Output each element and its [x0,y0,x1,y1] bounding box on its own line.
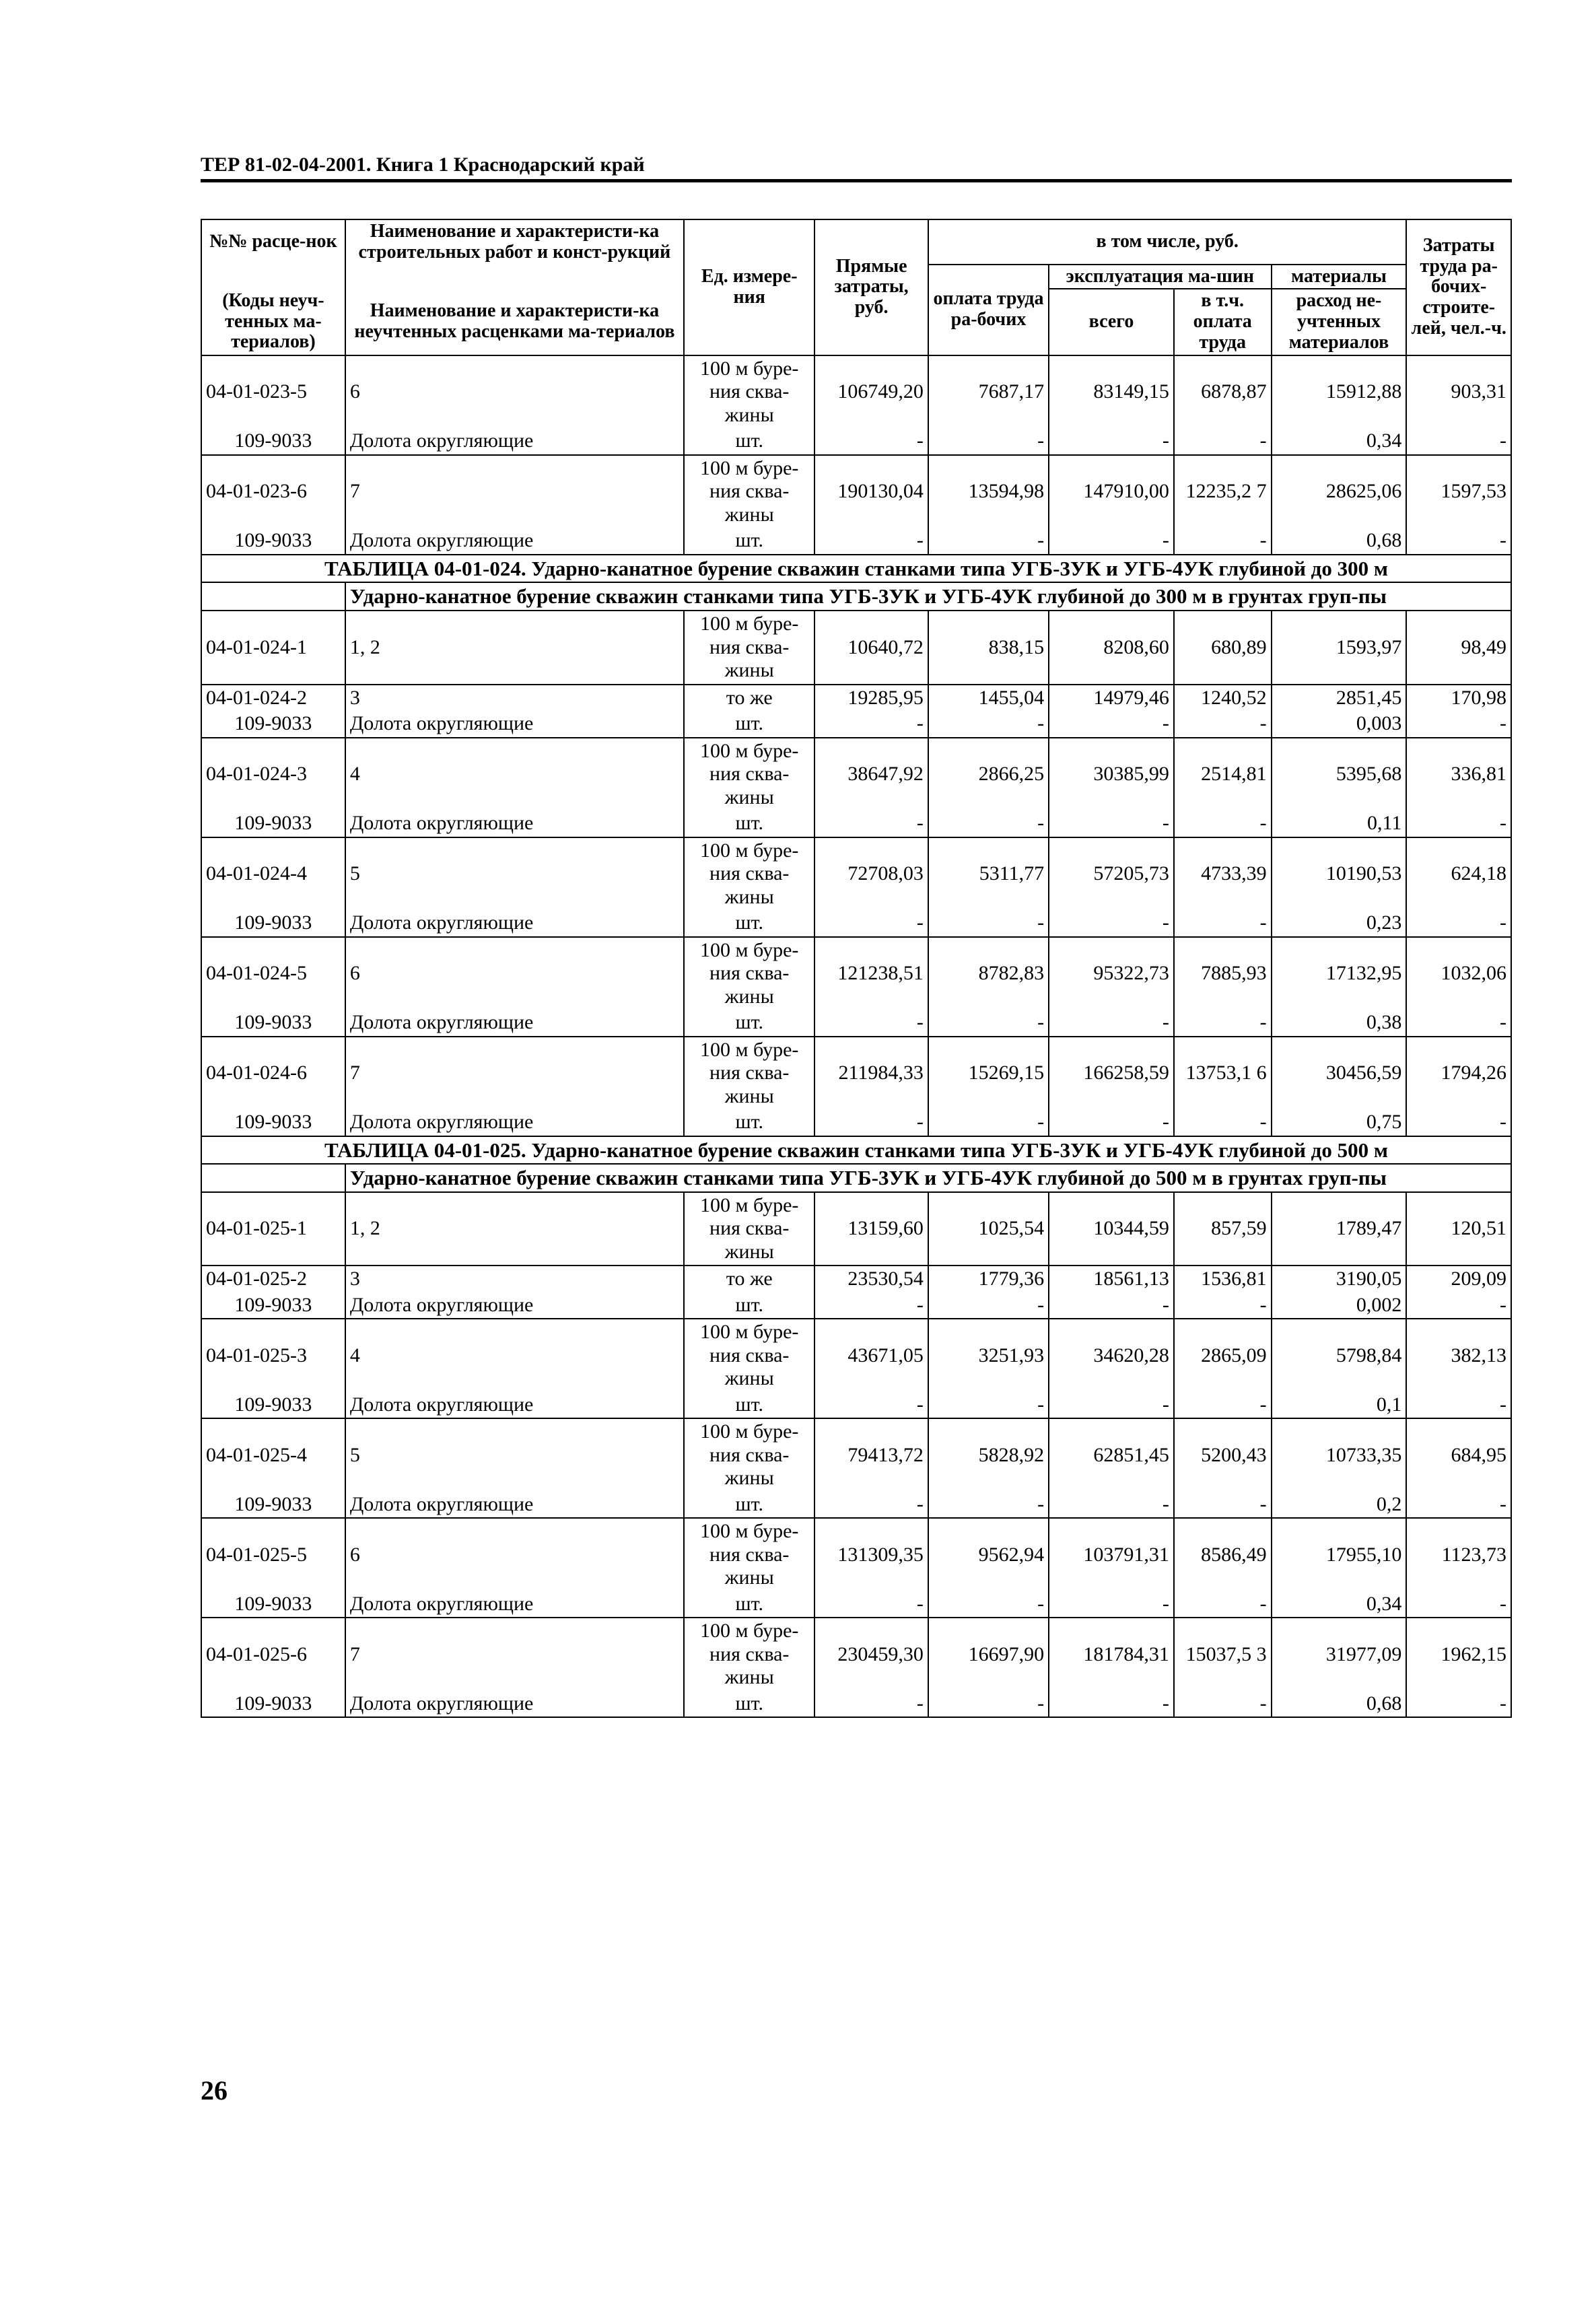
row-machines-labor: 2514,81 [1174,738,1272,811]
subrow-machines-labor: - [1174,428,1272,455]
table-row [201,1418,1511,1492]
row-direct-cost: 38647,92 [814,738,928,811]
subrow-name: Долота округляющие [345,1292,684,1319]
row-direct-cost: 230459,30 [814,1618,928,1691]
row-machines-total: 83149,15 [1049,355,1174,429]
row-code: 04-01-024-2 [201,685,345,712]
row-workers: 382,13 [1406,1319,1511,1392]
page-number: 26 [201,2075,228,2106]
table-section-subtitle-row [201,1164,1511,1192]
subrow-unit: шт. [684,711,814,738]
row-machines-labor: 1240,52 [1174,685,1272,712]
row-direct-cost: 79413,72 [814,1418,928,1492]
subrow-name: Долота округляющие [345,910,684,937]
table-section-subtitle: Ударно-канатное бурение скважин станками типа УГБ-3УК и УГБ-4УК глубиной до 300 м в грунтах груп-пы [345,582,1511,611]
subrow-unit: шт. [684,1591,814,1618]
row-machines-total: 30385,99 [1049,738,1174,811]
table-row [201,1037,1511,1110]
subrow-materials: 0,34 [1272,1591,1407,1618]
col-workers-header: Затраты труда ра-бочих-строите-лей, чел.-ч. [1406,219,1511,355]
subrow-machines-total: - [1049,711,1174,738]
row-name: 3 [345,685,684,712]
row-name: 1, 2 [345,611,684,685]
subrow-labor-cost: - [928,711,1049,738]
row-labor-cost: 1025,54 [928,1192,1049,1266]
table-header [201,219,1511,355]
row-unit: 100 м буре-ния сква-жины [684,1518,814,1591]
subrow-labor-cost: - [928,1691,1049,1718]
row-machines-total: 147910,00 [1049,455,1174,528]
material-subrow [201,1109,1511,1136]
row-labor-cost: 1779,36 [928,1266,1049,1292]
subrow-workers: - [1406,1492,1511,1519]
row-unit: 100 м буре-ния сква-жины [684,837,814,911]
subrow-materials: 0,11 [1272,810,1407,837]
row-direct-cost: 13159,60 [814,1192,928,1266]
subrow-code: 109-9033 [201,1010,345,1037]
row-name: 1, 2 [345,1192,684,1266]
col-machines-total-header: всего [1049,289,1174,355]
row-direct-cost: 106749,20 [814,355,928,429]
row-labor-cost: 3251,93 [928,1319,1049,1392]
row-materials: 17132,95 [1272,937,1407,1010]
subrow-workers: - [1406,1010,1511,1037]
material-subrow [201,1292,1511,1319]
subrow-labor-cost: - [928,428,1049,455]
row-labor-cost: 1455,04 [928,685,1049,712]
row-machines-total: 18561,13 [1049,1266,1174,1292]
row-machines-total: 103791,31 [1049,1518,1174,1591]
table-row [201,1618,1511,1691]
row-machines-labor: 2865,09 [1174,1319,1272,1392]
col-machines-labor-header: в т.ч. оплата труда [1174,289,1272,355]
row-direct-cost: 190130,04 [814,455,928,528]
subrow-materials: 0,003 [1272,711,1407,738]
row-materials: 10733,35 [1272,1418,1407,1492]
row-unit: 100 м буре-ния сква-жины [684,738,814,811]
subrow-machines-labor: - [1174,1292,1272,1319]
row-labor-cost: 5828,92 [928,1418,1049,1492]
row-code: 04-01-024-3 [201,738,345,811]
subrow-code: 109-9033 [201,1591,345,1618]
row-unit: 100 м буре-ния сква-жины [684,1319,814,1392]
row-materials: 5798,84 [1272,1319,1407,1392]
table-row [201,1266,1511,1292]
col-unit-header: Ед. измере-ния [684,219,814,355]
row-name: 6 [345,1518,684,1591]
subrow-code: 109-9033 [201,1392,345,1419]
material-subrow [201,1492,1511,1519]
row-machines-labor: 12235,2 7 [1174,455,1272,528]
col-code-header: №№ расце-нок [201,219,345,265]
material-subrow [201,810,1511,837]
subrow-labor-cost: - [928,1591,1049,1618]
material-subrow [201,1392,1511,1419]
row-labor-cost: 13594,98 [928,455,1049,528]
row-direct-cost: 23530,54 [814,1266,928,1292]
row-machines-labor: 4733,39 [1174,837,1272,911]
row-materials: 17955,10 [1272,1518,1407,1591]
row-machines-total: 57205,73 [1049,837,1174,911]
row-code: 04-01-023-5 [201,355,345,429]
subrow-workers: - [1406,1109,1511,1136]
row-machines-total: 166258,59 [1049,1037,1174,1110]
material-subrow [201,528,1511,555]
subrow-materials: 0,23 [1272,910,1407,937]
subrow-materials: 0,1 [1272,1392,1407,1419]
subrow-labor-cost: - [928,1109,1049,1136]
subrow-machines-total: - [1049,1691,1174,1718]
subrow-direct-cost: - [814,711,928,738]
material-subrow [201,711,1511,738]
subrow-name: Долота округляющие [345,711,684,738]
row-code: 04-01-024-1 [201,611,345,685]
subrow-materials: 0,68 [1272,1691,1407,1718]
subrow-code: 109-9033 [201,1492,345,1519]
row-materials: 2851,45 [1272,685,1407,712]
subrow-code: 109-9033 [201,810,345,837]
subrow-workers: - [1406,1392,1511,1419]
subrow-labor-cost: - [928,910,1049,937]
row-code: 04-01-024-5 [201,937,345,1010]
row-unit: то же [684,685,814,712]
subrow-unit: шт. [684,810,814,837]
subrow-unit: шт. [684,1392,814,1419]
row-machines-total: 10344,59 [1049,1192,1174,1266]
material-subrow [201,428,1511,455]
subrow-labor-cost: - [928,528,1049,555]
table-section-title-row [201,555,1511,583]
row-machines-labor: 8586,49 [1174,1518,1272,1591]
row-code: 04-01-025-6 [201,1618,345,1691]
row-workers: 1794,26 [1406,1037,1511,1110]
row-labor-cost: 8782,83 [928,937,1049,1010]
row-direct-cost: 19285,95 [814,685,928,712]
row-direct-cost: 10640,72 [814,611,928,685]
row-workers: 98,49 [1406,611,1511,685]
subrow-direct-cost: - [814,1292,928,1319]
row-unit: 100 м буре-ния сква-жины [684,611,814,685]
subrow-workers: - [1406,1691,1511,1718]
row-machines-labor: 1536,81 [1174,1266,1272,1292]
table-row [201,1319,1511,1392]
row-machines-labor: 15037,5 3 [1174,1618,1272,1691]
row-workers: 1123,73 [1406,1518,1511,1591]
subrow-machines-labor: - [1174,528,1272,555]
subrow-name: Долота округляющие [345,1691,684,1718]
subrow-unit: шт. [684,1691,814,1718]
subrow-machines-labor: - [1174,1109,1272,1136]
row-materials: 31977,09 [1272,1618,1407,1691]
subrow-workers: - [1406,711,1511,738]
subrow-machines-total: - [1049,1392,1174,1419]
subrow-unit: шт. [684,1109,814,1136]
row-machines-labor: 7885,93 [1174,937,1272,1010]
subrow-labor-cost: - [928,1010,1049,1037]
subrow-code: 109-9033 [201,711,345,738]
subrow-name: Долота округляющие [345,810,684,837]
subrow-name: Долота округляющие [345,1109,684,1136]
subrow-unit: шт. [684,1292,814,1319]
row-name: 6 [345,937,684,1010]
subrow-direct-cost: - [814,428,928,455]
row-workers: 336,81 [1406,738,1511,811]
table-section-title: ТАБЛИЦА 04-01-025. Ударно-канатное бурение скважин станками типа УГБ-3УК и УГБ-4УК глубиной до 500 м [201,1136,1511,1165]
col-code-sub-header: (Коды неуч-тенных ма-териалов) [201,289,345,355]
running-header: ТЕР 81-02-04-2001. Книга 1 Краснодарский край [201,153,1512,182]
subrow-machines-labor: - [1174,1392,1272,1419]
row-labor-cost: 9562,94 [928,1518,1049,1591]
row-direct-cost: 211984,33 [814,1037,928,1110]
row-name: 3 [345,1266,684,1292]
row-labor-cost: 16697,90 [928,1618,1049,1691]
price-table [201,219,1512,1718]
subrow-labor-cost: - [928,1492,1049,1519]
subrow-unit: шт. [684,910,814,937]
subrow-code: 109-9033 [201,910,345,937]
row-materials: 1789,47 [1272,1192,1407,1266]
col-machines-header: эксплуатация ма-шин [1049,265,1271,289]
row-code: 04-01-024-4 [201,837,345,911]
row-machines-total: 62851,45 [1049,1418,1174,1492]
subrow-workers: - [1406,428,1511,455]
col-incl-header: в том числе, руб. [928,219,1407,265]
table-row [201,455,1511,528]
row-labor-cost: 15269,15 [928,1037,1049,1110]
table-section-title: ТАБЛИЦА 04-01-024. Ударно-канатное бурение скважин станками типа УГБ-3УК и УГБ-4УК глубиной до 300 м [201,555,1511,583]
subrow-direct-cost: - [814,528,928,555]
row-direct-cost: 72708,03 [814,837,928,911]
row-machines-labor: 13753,1 6 [1174,1037,1272,1110]
table-row [201,355,1511,429]
subrow-direct-cost: - [814,810,928,837]
subrow-name: Долота округляющие [345,1492,684,1519]
row-name: 7 [345,1037,684,1110]
row-code: 04-01-025-3 [201,1319,345,1392]
row-workers: 1597,53 [1406,455,1511,528]
col-direct-header: Прямые затраты, руб. [814,219,928,355]
subrow-workers: - [1406,1591,1511,1618]
subrow-machines-labor: - [1174,1492,1272,1519]
subrow-code: 109-9033 [201,1109,345,1136]
row-name: 6 [345,355,684,429]
material-subrow [201,910,1511,937]
row-code: 04-01-025-2 [201,1266,345,1292]
subrow-code: 109-9033 [201,1691,345,1718]
row-machines-labor: 5200,43 [1174,1418,1272,1492]
row-unit: 100 м буре-ния сква-жины [684,937,814,1010]
table-row [201,1518,1511,1591]
subrow-code: 109-9033 [201,428,345,455]
subrow-code: 109-9033 [201,1292,345,1319]
row-direct-cost: 121238,51 [814,937,928,1010]
subrow-machines-total: - [1049,1010,1174,1037]
table-row [201,937,1511,1010]
subrow-machines-total: - [1049,528,1174,555]
subrow-labor-cost: - [928,810,1049,837]
row-name: 4 [345,1319,684,1392]
subrow-direct-cost: - [814,1691,928,1718]
table-body [201,355,1511,1718]
row-materials: 3190,05 [1272,1266,1407,1292]
row-unit: 100 м буре-ния сква-жины [684,1192,814,1266]
subrow-labor-cost: - [928,1292,1049,1319]
subrow-workers: - [1406,810,1511,837]
row-code: 04-01-024-6 [201,1037,345,1110]
col-name-header: Наименование и характеристи-ка строительных работ и конст-рукций [345,219,684,265]
row-workers: 903,31 [1406,355,1511,429]
row-materials: 15912,88 [1272,355,1407,429]
subrow-labor-cost: - [928,1392,1049,1419]
row-unit: 100 м буре-ния сква-жины [684,1418,814,1492]
subrow-machines-total: - [1049,1109,1174,1136]
row-unit: 100 м буре-ния сква-жины [684,455,814,528]
subrow-machines-total: - [1049,810,1174,837]
row-machines-total: 95322,73 [1049,937,1174,1010]
material-subrow [201,1591,1511,1618]
subrow-workers: - [1406,1292,1511,1319]
subrow-machines-labor: - [1174,711,1272,738]
subrow-name: Долота округляющие [345,1392,684,1419]
subrow-materials: 0,34 [1272,428,1407,455]
row-workers: 120,51 [1406,1192,1511,1266]
row-labor-cost: 5311,77 [928,837,1049,911]
row-name: 7 [345,1618,684,1691]
row-machines-labor: 680,89 [1174,611,1272,685]
row-machines-labor: 6878,87 [1174,355,1272,429]
col-name-sub-header: Наименование и характеристи-ка неучтенных расценками ма-териалов [345,289,684,355]
table-row [201,837,1511,911]
material-subrow [201,1691,1511,1718]
subrow-materials: 0,2 [1272,1492,1407,1519]
subrow-materials: 0,38 [1272,1010,1407,1037]
row-unit: 100 м буре-ния сква-жины [684,355,814,429]
subrow-unit: шт. [684,1492,814,1519]
subrow-direct-cost: - [814,1109,928,1136]
subrow-unit: шт. [684,528,814,555]
col-materials-sub-header: расход не-учтенных материалов [1272,289,1407,355]
row-unit: 100 м буре-ния сква-жины [684,1037,814,1110]
row-materials: 1593,97 [1272,611,1407,685]
row-name: 5 [345,837,684,911]
subrow-materials: 0,68 [1272,528,1407,555]
row-workers: 1962,15 [1406,1618,1511,1691]
row-machines-total: 34620,28 [1049,1319,1174,1392]
subrow-machines-labor: - [1174,1010,1272,1037]
row-labor-cost: 838,15 [928,611,1049,685]
subrow-direct-cost: - [814,1010,928,1037]
subrow-name: Долота округляющие [345,1591,684,1618]
subrow-machines-labor: - [1174,910,1272,937]
material-subrow [201,1010,1511,1037]
subrow-machines-total: - [1049,428,1174,455]
row-materials: 10190,53 [1272,837,1407,911]
row-materials: 5395,68 [1272,738,1407,811]
row-machines-total: 8208,60 [1049,611,1174,685]
subrow-machines-total: - [1049,1292,1174,1319]
row-code: 04-01-025-4 [201,1418,345,1492]
table-row [201,1192,1511,1266]
subrow-direct-cost: - [814,1392,928,1419]
col-materials-header: материалы [1272,265,1407,289]
subrow-direct-cost: - [814,1492,928,1519]
subrow-machines-labor: - [1174,810,1272,837]
row-materials: 30456,59 [1272,1037,1407,1110]
subrow-workers: - [1406,528,1511,555]
row-workers: 209,09 [1406,1266,1511,1292]
row-unit: 100 м буре-ния сква-жины [684,1618,814,1691]
subrow-code: 109-9033 [201,528,345,555]
row-materials: 28625,06 [1272,455,1407,528]
row-unit: то же [684,1266,814,1292]
subrow-direct-cost: - [814,1591,928,1618]
subrow-machines-total: - [1049,1591,1174,1618]
col-labor-header: оплата труда ра-бочих [928,265,1049,355]
subrow-materials: 0,002 [1272,1292,1407,1319]
subrow-machines-total: - [1049,910,1174,937]
table-section-subtitle: Ударно-канатное бурение скважин станками типа УГБ-3УК и УГБ-4УК глубиной до 500 м в грунтах груп-пы [345,1164,1511,1192]
table-row [201,611,1511,685]
table-row [201,685,1511,712]
row-machines-labor: 857,59 [1174,1192,1272,1266]
row-name: 5 [345,1418,684,1492]
subrow-machines-labor: - [1174,1591,1272,1618]
row-workers: 684,95 [1406,1418,1511,1492]
row-workers: 1032,06 [1406,937,1511,1010]
row-code: 04-01-025-1 [201,1192,345,1266]
subrow-machines-total: - [1049,1492,1174,1519]
row-labor-cost: 2866,25 [928,738,1049,811]
row-name: 4 [345,738,684,811]
subrow-unit: шт. [684,428,814,455]
row-workers: 624,18 [1406,837,1511,911]
row-direct-cost: 131309,35 [814,1518,928,1591]
subrow-name: Долота округляющие [345,428,684,455]
table-row [201,738,1511,811]
subrow-unit: шт. [684,1010,814,1037]
row-labor-cost: 7687,17 [928,355,1049,429]
row-machines-total: 181784,31 [1049,1618,1174,1691]
row-direct-cost: 43671,05 [814,1319,928,1392]
table-section-title-row [201,1136,1511,1165]
subrow-direct-cost: - [814,910,928,937]
subrow-machines-labor: - [1174,1691,1272,1718]
subrow-name: Долота округляющие [345,1010,684,1037]
row-code: 04-01-025-5 [201,1518,345,1591]
subrow-name: Долота округляющие [345,528,684,555]
subrow-workers: - [1406,910,1511,937]
subrow-materials: 0,75 [1272,1109,1407,1136]
row-machines-total: 14979,46 [1049,685,1174,712]
table-section-subtitle-row [201,582,1511,611]
row-workers: 170,98 [1406,685,1511,712]
row-code: 04-01-023-6 [201,455,345,528]
row-name: 7 [345,455,684,528]
